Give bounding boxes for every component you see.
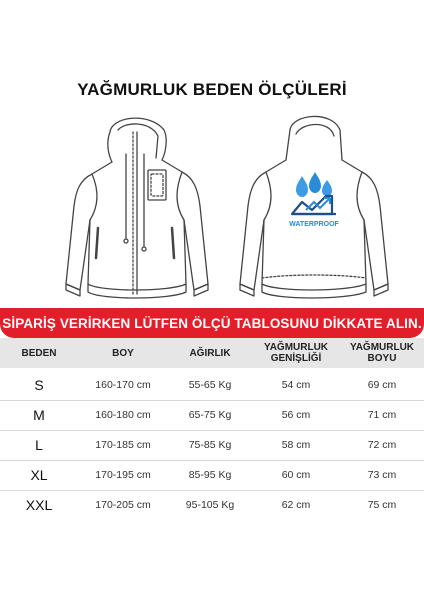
raincoat-illustration [0,108,424,308]
cell-genislik: 62 cm [281,499,311,511]
page-title: YAĞMURLUK BEDEN ÖLÇÜLERİ [77,80,347,99]
waterproof-label: WATERPROOF [289,221,339,228]
cell-agirlik: 65-75 Kg [188,409,232,421]
cell-boy: 160-170 cm [95,379,151,391]
cell-boyu: 75 cm [367,499,397,511]
cell-boyu: 71 cm [367,409,397,421]
table-row [0,400,424,430]
header-genislik-line2: GENİŞLİĞİ [270,353,322,364]
raincoat-front-drawing [66,118,208,298]
cell-agirlik: 85-95 Kg [188,469,232,481]
cell-genislik: 58 cm [281,439,311,451]
cell-beden: S [34,377,44,393]
order-notice-banner: SİPARİŞ VERİRKEN LÜTFEN ÖLÇÜ TABLOSUNU DİKKATE ALIN. [0,308,424,338]
cell-boy: 170-195 cm [95,469,151,481]
cell-beden: M [33,407,45,423]
cell-beden: XL [30,467,48,483]
cell-boy: 160-180 cm [95,409,151,421]
cell-boyu: 69 cm [367,379,397,391]
cell-beden: L [35,437,43,453]
table-header [0,338,424,368]
waterproof-icon [292,172,336,214]
cell-agirlik: 75-85 Kg [188,439,232,451]
header-genislik-line1: YAĞMURLUK [263,342,329,353]
header-boy: BOY [112,347,134,359]
cell-genislik: 60 cm [281,469,311,481]
cell-agirlik: 55-65 Kg [188,379,232,391]
cell-agirlik: 95-105 Kg [185,499,235,511]
cell-boy: 170-205 cm [95,499,151,511]
cell-boyu: 73 cm [367,469,397,481]
cell-genislik: 56 cm [281,409,311,421]
header-agirlik: AĞIRLIK [189,347,231,359]
table-row [0,370,424,400]
header-boyu [340,338,424,368]
header-beden: BEDEN [21,347,57,359]
header-genislik [252,338,340,368]
header-boyu-line2: BOYU [367,353,397,364]
table-row [0,490,424,520]
cell-genislik: 54 cm [281,379,311,391]
cell-boy: 170-185 cm [95,439,151,451]
header-boyu-line1: YAĞMURLUK [349,342,415,353]
table-row [0,460,424,490]
table-row [0,430,424,460]
cell-beden: XXL [25,497,53,513]
cell-boyu: 72 cm [367,439,397,451]
